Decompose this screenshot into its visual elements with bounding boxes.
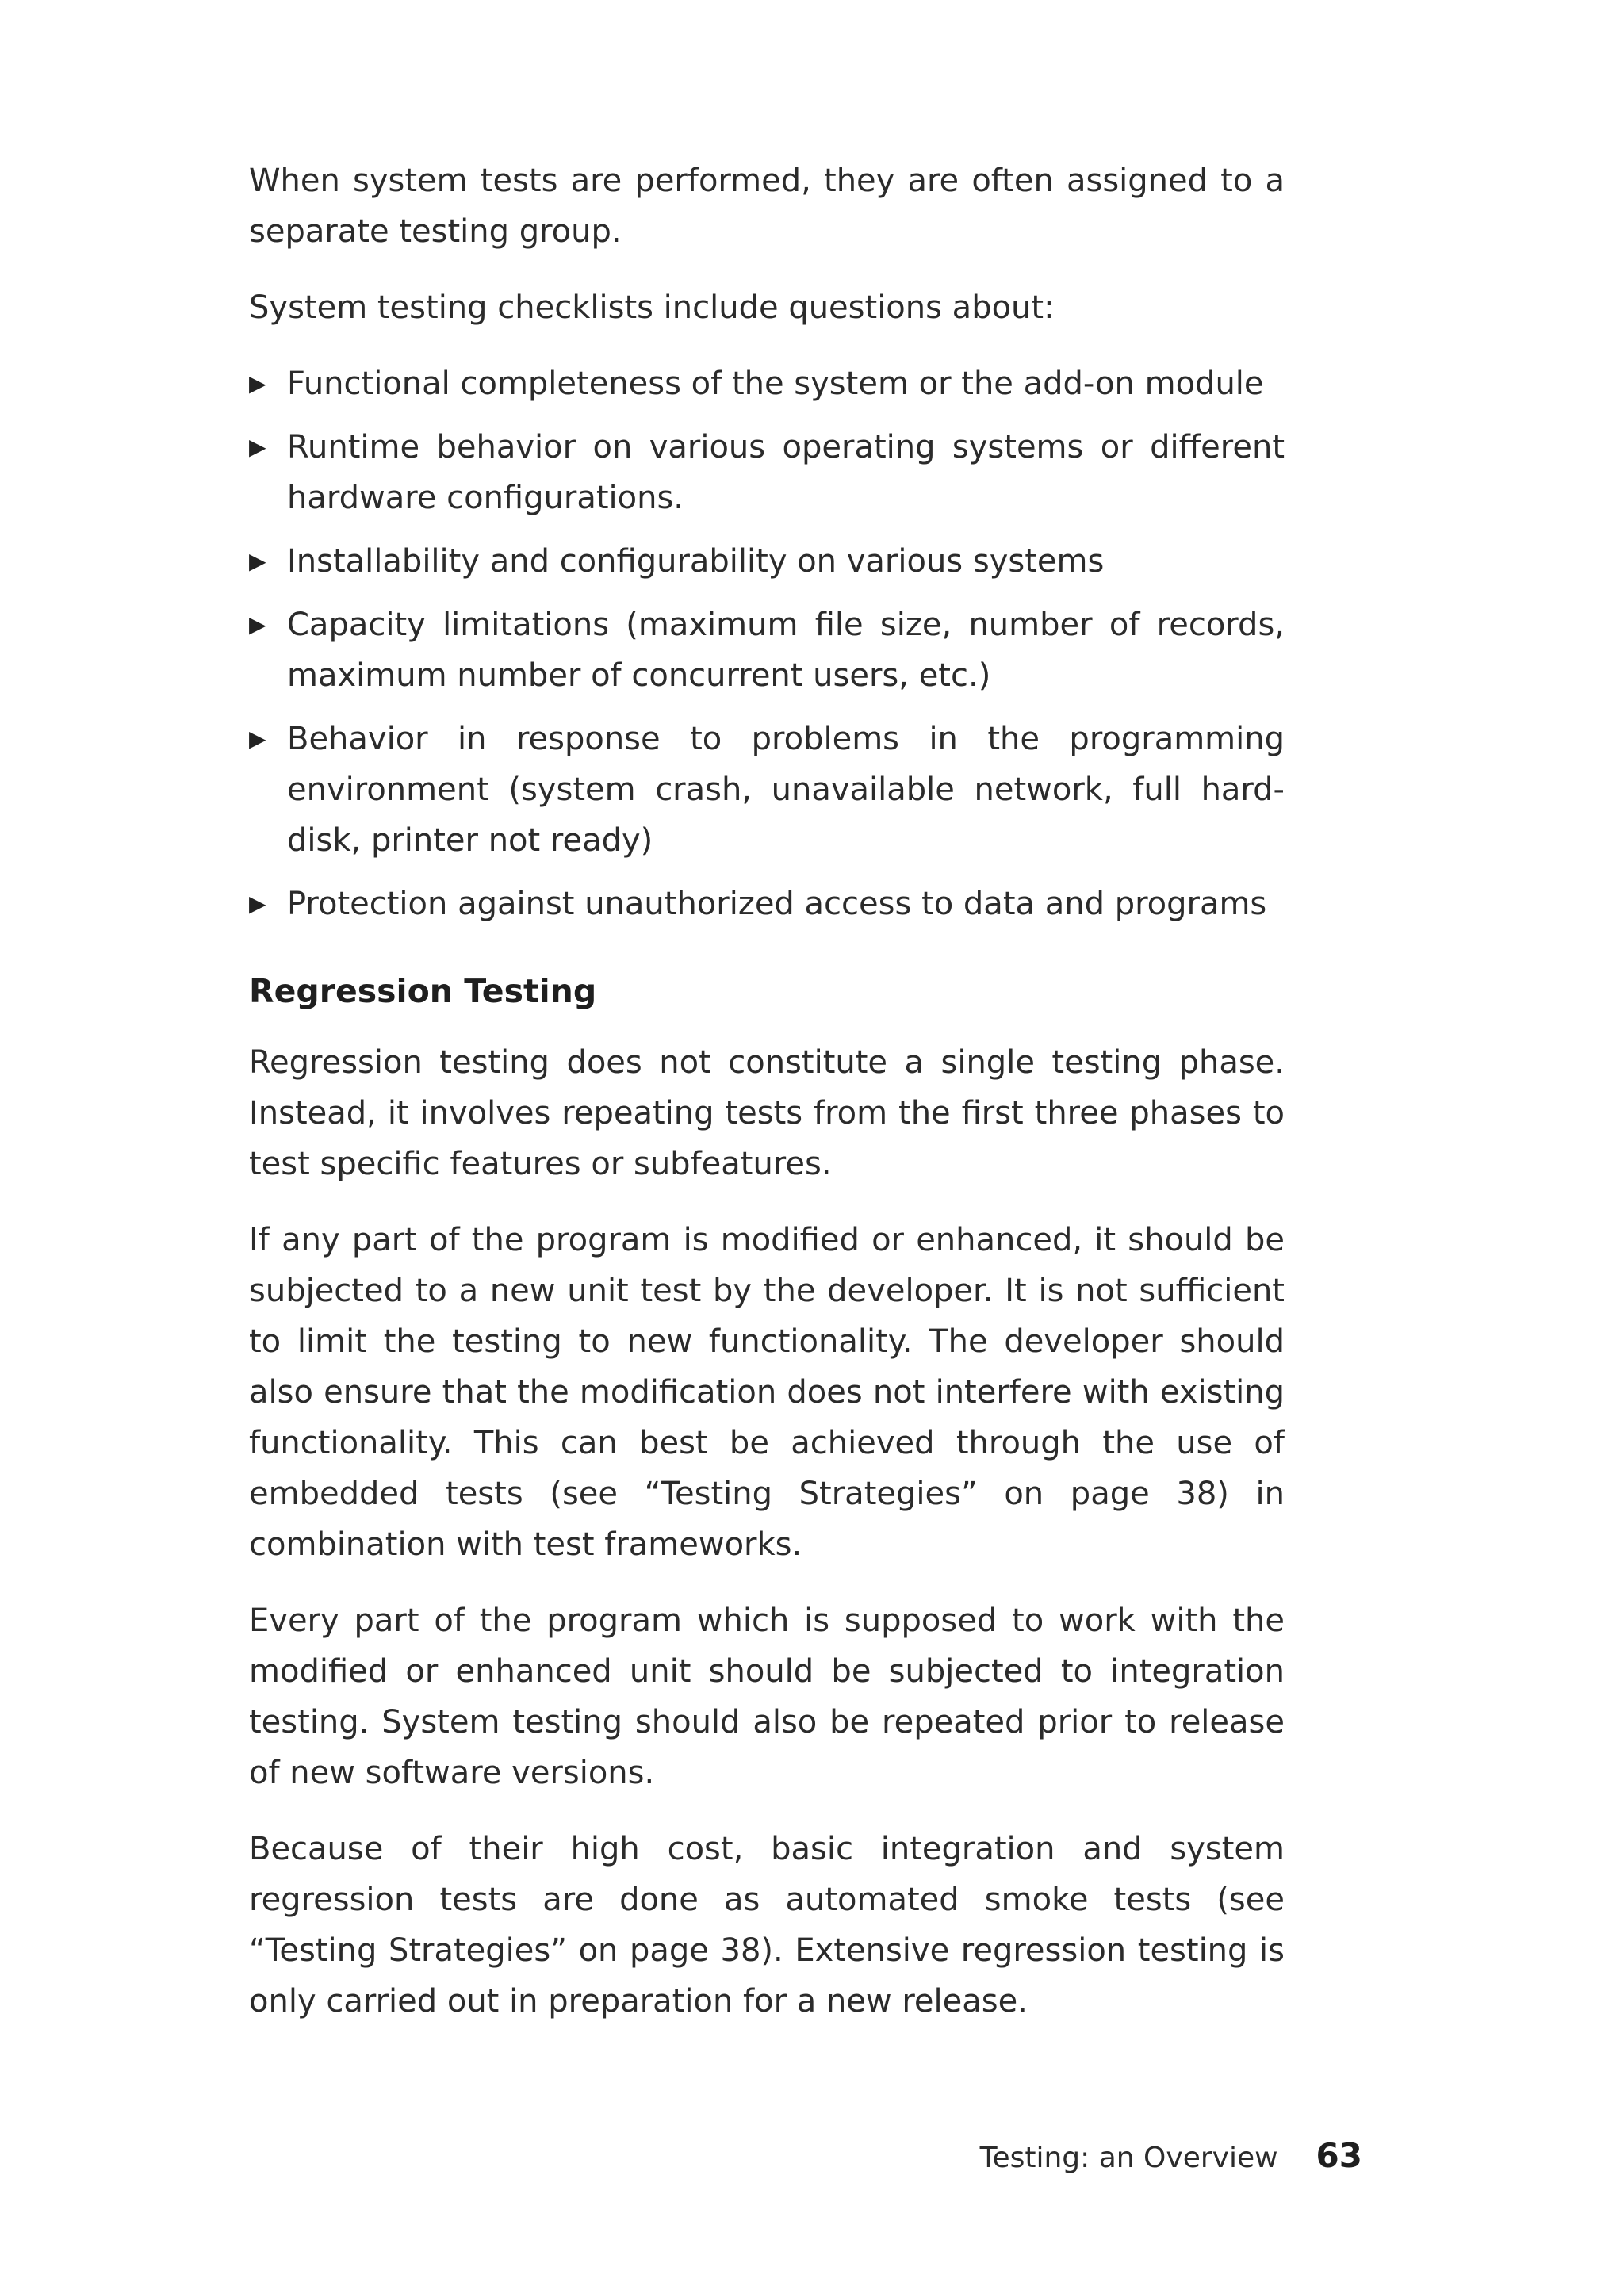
list-item-text: Capacity limitations (maximum file size, number of records, maximum number of concurrent users, etc.) [287,607,1285,694]
triangle-right-icon: ▶ [249,548,266,574]
running-title: Testing: an Overview [979,2142,1278,2174]
page-number: 63 [1316,2136,1362,2175]
list-item-text: Protection against unauthorized access to data and programs [287,886,1267,922]
list-item [249,714,1285,866]
triangle-right-icon: ▶ [249,434,266,460]
triangle-right-icon: ▶ [249,726,266,752]
section-paragraph: If any part of the program is modified or enhanced, it should be subjected to a new unit test by the developer. It is not sufficient to limit the testing to new functionality. The developer should also ensure that the modification does not interfere with existing functionality. This can best be achieved through the use of embedded tests (see “Testing Strategies” on page 38) in combination with test frameworks. [249,1222,1285,1563]
list-item [249,879,1285,929]
section-paragraph: Every part of the program which is supposed to work with the modified or enhanced unit should be subjected to integration testing. System testing should also be repeated prior to release of new software versions. [249,1602,1285,1791]
section-heading: Regression Testing [249,972,597,1010]
page-content [249,155,1285,2052]
checklist-intro: System testing checklists include questions about: [249,289,1055,326]
list-item-text: Installability and configurability on various systems [287,543,1105,580]
list-item [249,536,1285,587]
page-footer [807,2136,1362,2175]
list-item-text: Runtime behavior on various operating systems or different hardware configurations. [287,429,1285,516]
list-item [249,422,1285,523]
intro-paragraph: When system tests are performed, they are often assigned to a separate testing group. [249,163,1285,250]
triangle-right-icon: ▶ [249,611,266,638]
section-paragraph: Regression testing does not constitute a single testing phase. Instead, it involves repeating tests from the first three phases to test specific features or subfeatures. [249,1044,1285,1182]
triangle-right-icon: ▶ [249,890,266,917]
list-item-text: Functional completeness of the system or the add-on module [287,366,1264,402]
section-paragraph: Because of their high cost, basic integration and system regression tests are done as automated smoke tests (see “Testing Strategies” on page 38). Extensive regression testing is only carried out in preparation for a new release. [249,1831,1285,2020]
triangle-right-icon: ▶ [249,370,266,396]
list-item [249,358,1285,409]
list-item [249,599,1285,701]
system-testing-checklist [249,358,1285,929]
list-item-text: Behavior in response to problems in the programming environment (system crash, unavailable network, full hard-disk, printer not ready) [287,721,1285,859]
